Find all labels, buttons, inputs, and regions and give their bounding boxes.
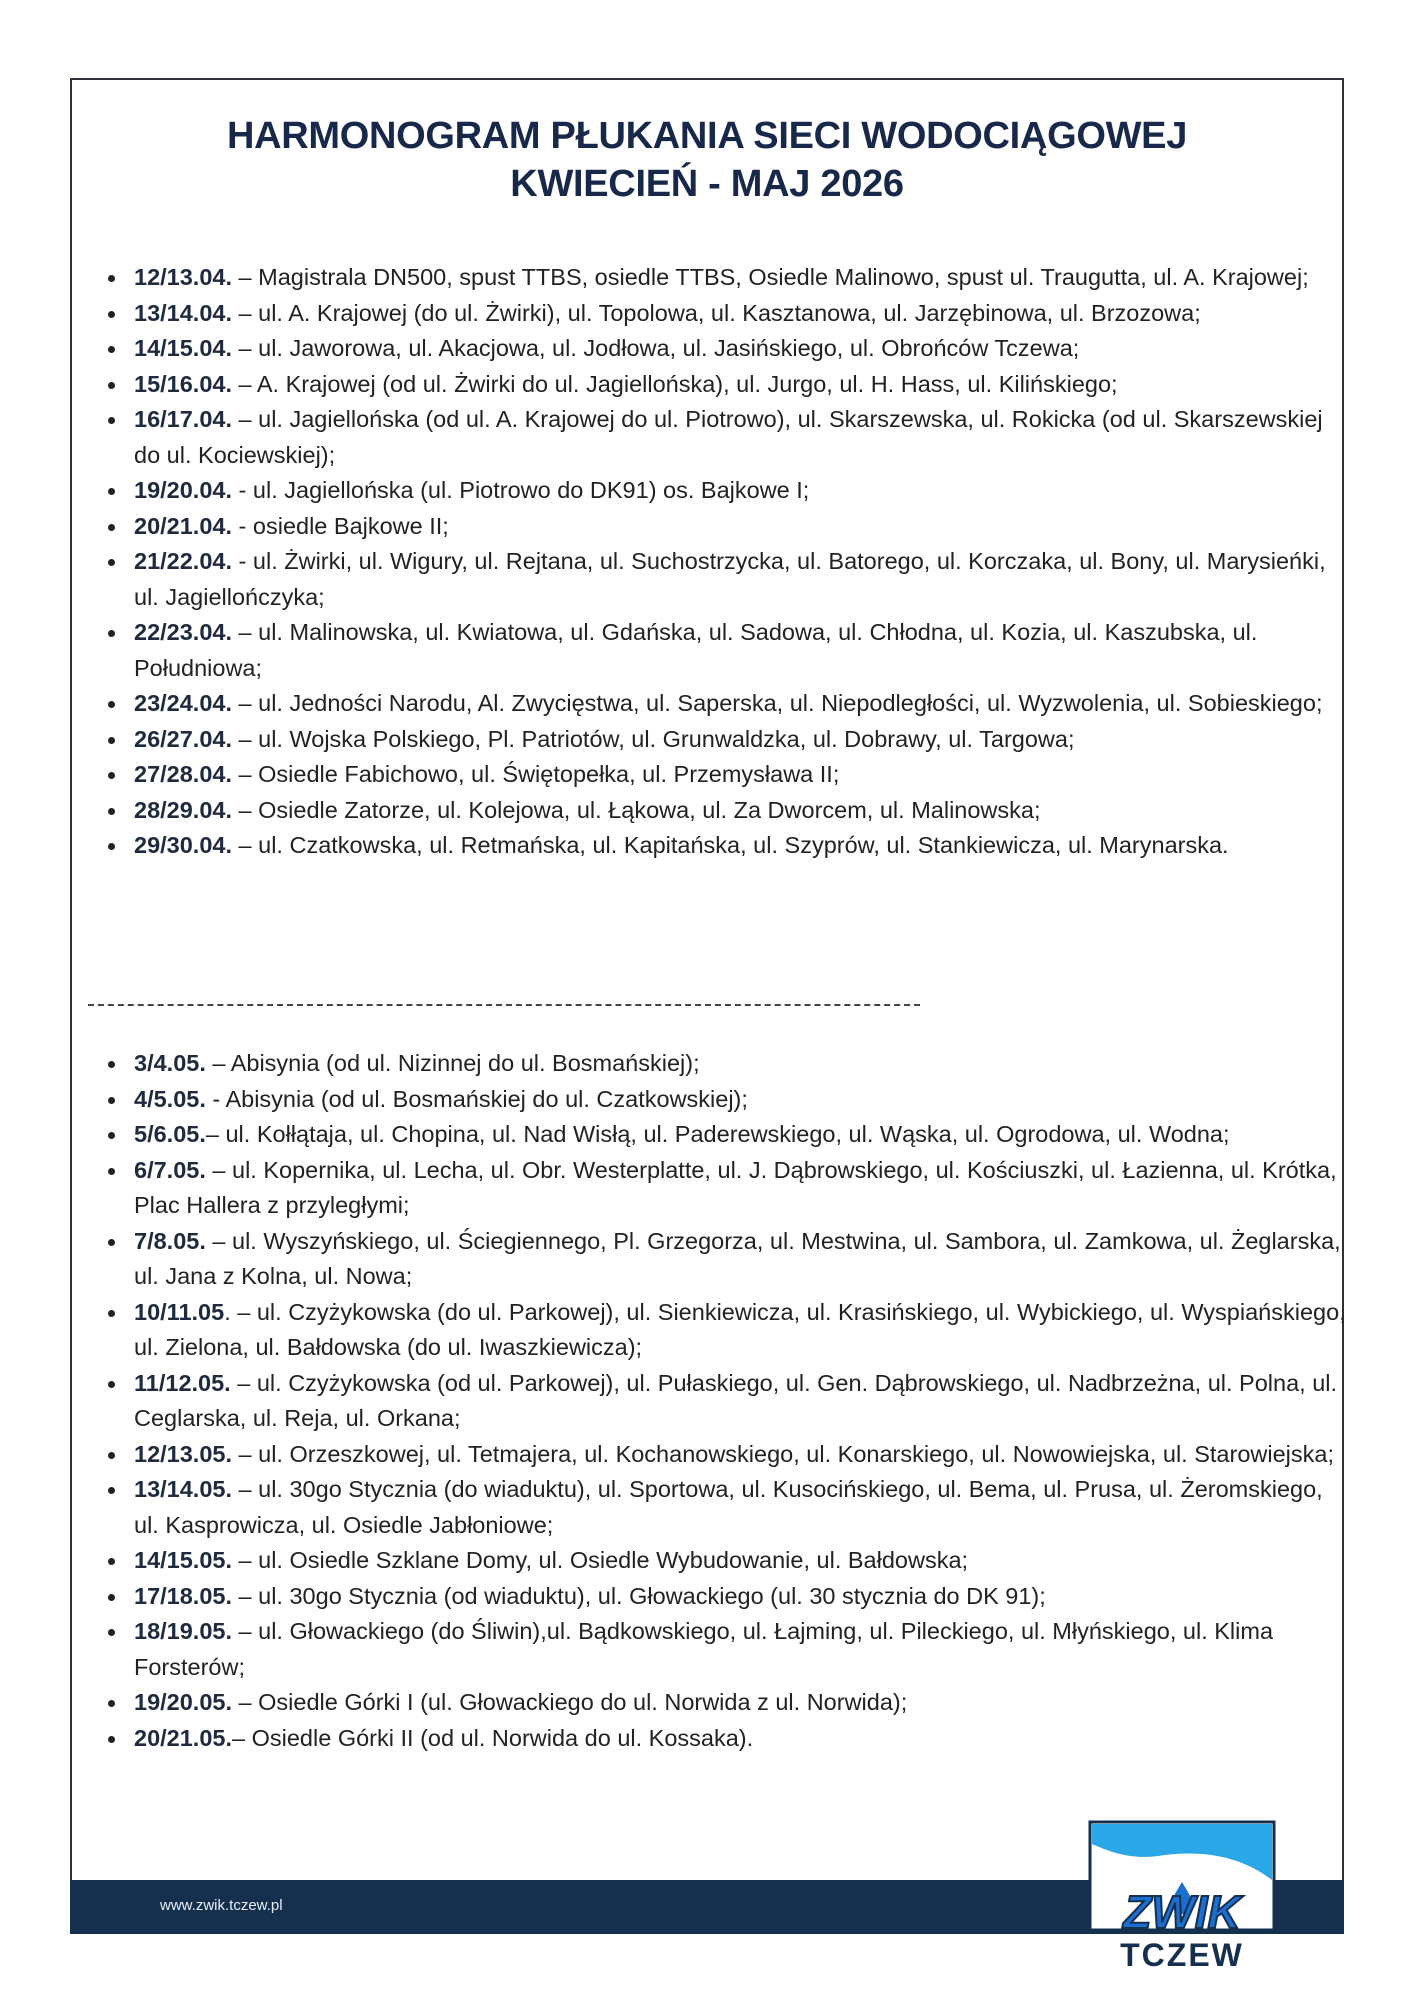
schedule-item — [134, 1685, 1349, 1721]
schedule-streets: – ul. Orzeszkowej, ul. Tetmajera, ul. Kochanowskiego, ul. Konarskiego, ul. Nowowiejska, ul. Starowiejska; — [232, 1440, 1334, 1467]
schedule-item — [134, 793, 1349, 829]
schedule-streets: – Abisynia (od ul. Nizinnej do ul. Bosmańskiej); — [205, 1050, 700, 1076]
schedule-streets: – ul. Wojska Polskiego, Pl. Patriotów, ul. Grunwaldzka, ul. Dobrawy, ul. Targowa; — [232, 725, 1075, 752]
schedule-streets: – Magistrala DN500, spust TTBS, osiedle TTBS, Osiedle Malinowo, spust ul. Traugutta, ul. A. Krajowej; — [232, 264, 1309, 290]
schedule-streets: – ul. Osiedle Szklane Domy, ul. Osiedle Wybudowanie, ul. Bałdowska; — [232, 1547, 969, 1573]
schedule-streets: – ul. 30go Stycznia (od wiaduktu), ul. Głowackiego (ul. 30 stycznia do DK 91); — [232, 1582, 1046, 1609]
schedule-date: 29/30.04. — [134, 832, 233, 858]
schedule-date: 6/7.05. — [134, 1156, 206, 1183]
schedule-streets: – ul. Czyżykowska (od ul. Parkowej), ul. Pułaskiego, ul. Gen. Dąbrowskiego, ul. Nadbrzeżna, ul. Polna, ul. Ceglarska, ul. Reja, ul. Orkana; — [134, 1369, 1338, 1431]
may-schedule-list — [104, 1046, 1349, 1756]
schedule-item — [134, 1579, 1349, 1615]
schedule-streets: – Osiedle Zatorze, ul. Kolejowa, ul. Łąkowa, ul. Za Dworcem, ul. Malinowska; — [232, 796, 1041, 823]
schedule-streets: - osiedle Bajkowe II; — [232, 512, 449, 539]
schedule-streets: – ul. Kołłątaja, ul. Chopina, ul. Nad Wisłą, ul. Paderewskiego, ul. Wąska, ul. Ogrodowa, ul. Wodna; — [205, 1121, 1230, 1147]
schedule-item — [134, 1046, 1349, 1082]
schedule-streets: – Osiedle Górki I (ul. Głowackiego do ul. Norwida z ul. Norwida); — [232, 1689, 908, 1715]
schedule-item — [134, 402, 1349, 473]
schedule-item — [134, 1224, 1349, 1295]
schedule-streets: – ul. Malinowska, ul. Kwiatowa, ul. Gdańska, ul. Sadowa, ul. Chłodna, ul. Kozia, ul. Kaszubska, ul. Południowa; — [134, 619, 1258, 681]
schedule-item — [134, 1614, 1349, 1685]
schedule-streets: – ul. Kopernika, ul. Lecha, ul. Obr. Westerplatte, ul. J. Dąbrowskiego, ul. Kościuszki, ul. Łazienna, ul. Krótka, Plac Hallera z przyległymi; — [134, 1156, 1337, 1218]
schedule-date: 13/14.05. — [134, 1476, 233, 1502]
schedule-date: 11/12.05. — [134, 1369, 231, 1396]
schedule-date: 13/14.04. — [134, 299, 233, 326]
schedule-streets: . – ul. Czyżykowska (do ul. Parkowej), ul. Sienkiewicza, ul. Krasińskiego, ul. Wybickiego, ul. Wyspiańskiego, ul. Zielona, ul. Bałdowska (do ul. Iwaszkiewicza); — [134, 1298, 1346, 1360]
schedule-date: 4/5.05. — [134, 1085, 206, 1112]
schedule-date: 14/15.05. — [134, 1547, 233, 1573]
schedule-date: 22/23.04. — [134, 619, 233, 645]
schedule-item — [134, 296, 1349, 332]
schedule-item — [134, 1437, 1349, 1473]
schedule-streets: – ul. Jaworowa, ul. Akacjowa, ul. Jodłowa, ul. Jasińskiego, ul. Obrońców Tczewa; — [232, 335, 1080, 361]
schedule-item — [134, 473, 1349, 509]
title-line-1: HARMONOGRAM PŁUKANIA SIECI WODOCIĄGOWEJ — [226, 115, 1188, 157]
schedule-item — [134, 828, 1349, 864]
schedule-date: 27/28.04. — [134, 761, 233, 787]
schedule-item — [134, 544, 1349, 615]
schedule-date: 19/20.05. — [134, 1689, 233, 1715]
schedule-streets: – Osiedle Fabichowo, ul. Świętopełka, ul. Przemysława II; — [232, 761, 840, 787]
schedule-date: 12/13.05. — [134, 1440, 233, 1467]
schedule-item — [134, 331, 1349, 367]
page-title — [72, 112, 1342, 208]
zwik-logo — [1088, 1820, 1276, 1972]
title-line-2: KWIECIEŃ - MAJ 2026 — [510, 163, 904, 205]
schedule-streets: – A. Krajowej (od ul. Żwirki do ul. Jagiellońska), ul. Jurgo, ul. H. Hass, ul. Kilińskiego; — [232, 370, 1118, 397]
schedule-date: 20/21.05. — [134, 1724, 233, 1751]
schedule-item — [134, 615, 1349, 686]
schedule-item — [134, 1117, 1349, 1153]
schedule-date: 23/24.04. — [134, 690, 233, 716]
schedule-streets: – ul. 30go Stycznia (do wiaduktu), ul. Sportowa, ul. Kusocińskiego, ul. Bema, ul. Prusa, ul. Żeromskiego, ul. Kasprowicza, ul. Osiedle Jabłoniowe; — [134, 1476, 1323, 1538]
schedule-date: 20/21.04. — [134, 512, 233, 539]
schedule-date: 10/11.05 — [134, 1298, 225, 1325]
schedule-date: 19/20.04. — [134, 477, 233, 503]
schedule-date: 14/15.04. — [134, 335, 233, 361]
schedule-streets: – Osiedle Górki II (od ul. Norwida do ul. Kossaka). — [232, 1724, 754, 1751]
schedule-item — [134, 1472, 1349, 1543]
schedule-item — [134, 1153, 1349, 1224]
schedule-item — [134, 509, 1349, 545]
schedule-date: 16/17.04. — [134, 406, 233, 432]
document-frame — [70, 78, 1344, 1934]
schedule-streets: - ul. Żwirki, ul. Wigury, ul. Rejtana, ul. Suchostrzycka, ul. Batorego, ul. Korczaka, ul. Bony, ul. Marysieńki, ul. Jagiellończyka; — [134, 548, 1326, 610]
schedule-streets: – ul. Jagiellońska (od ul. A. Krajowej do ul. Piotrowo), ul. Skarszewska, ul. Rokicka (od ul. Skarszewskiej do ul. Kociewskiej); — [134, 406, 1323, 468]
schedule-streets: - ul. Jagiellońska (ul. Piotrowo do DK91) os. Bajkowe I; — [232, 477, 810, 503]
schedule-date: 17/18.05. — [134, 1582, 233, 1609]
schedule-date: 15/16.04. — [134, 370, 233, 397]
schedule-date: 3/4.05. — [134, 1050, 206, 1076]
schedule-item — [134, 367, 1349, 403]
schedule-date: 12/13.04. — [134, 264, 233, 290]
april-schedule-list — [104, 260, 1349, 864]
schedule-item — [134, 1543, 1349, 1579]
schedule-streets: – ul. Jedności Narodu, Al. Zwycięstwa, ul. Saperska, ul. Niepodległości, ul. Wyzwolenia, ul. Sobieskiego; — [232, 690, 1323, 716]
month-separator — [88, 1004, 920, 1006]
schedule-streets: – ul. Czatkowska, ul. Retmańska, ul. Kapitańska, ul. Szyprów, ul. Stankiewicza, ul. Marynarska. — [232, 832, 1229, 858]
schedule-date: 5/6.05. — [134, 1121, 206, 1147]
schedule-streets: – ul. Głowackiego (do Śliwin),ul. Bądkowskiego, ul. Łajming, ul. Pileckiego, ul. Młyńskiego, ul. Klima Forsterów; — [134, 1618, 1274, 1680]
footer-url[interactable]: www.zwik.tczew.pl — [160, 1897, 283, 1914]
schedule-item — [134, 722, 1349, 758]
schedule-item — [134, 1082, 1349, 1118]
schedule-item — [134, 260, 1349, 296]
schedule-date: 26/27.04. — [134, 725, 233, 752]
schedule-date: 21/22.04. — [134, 548, 233, 574]
schedule-date: 28/29.04. — [134, 796, 233, 823]
logo-word: ZWIK — [1123, 1886, 1241, 1938]
schedule-date: 18/19.05. — [134, 1618, 233, 1644]
schedule-date: 7/8.05. — [134, 1227, 206, 1254]
schedule-streets: – ul. Wyszyńskiego, ul. Ściegiennego, Pl. Grzegorza, ul. Mestwina, ul. Sambora, ul. Zamkowa, ul. Żeglarska, ul. Jana z Kolna, ul. Nowa; — [134, 1227, 1341, 1289]
schedule-streets: – ul. A. Krajowej (do ul. Żwirki), ul. Topolowa, ul. Kasztanowa, ul. Jarzębinowa, ul. Brzozowa; — [232, 299, 1201, 326]
schedule-item — [134, 1366, 1349, 1437]
schedule-item — [134, 1295, 1349, 1366]
schedule-item — [134, 686, 1349, 722]
schedule-streets: - Abisynia (od ul. Bosmańskiej do ul. Czatkowskiej); — [205, 1085, 748, 1112]
logo-city: TCZEW — [1120, 1937, 1244, 1972]
schedule-item — [134, 1721, 1349, 1757]
schedule-item — [134, 757, 1349, 793]
